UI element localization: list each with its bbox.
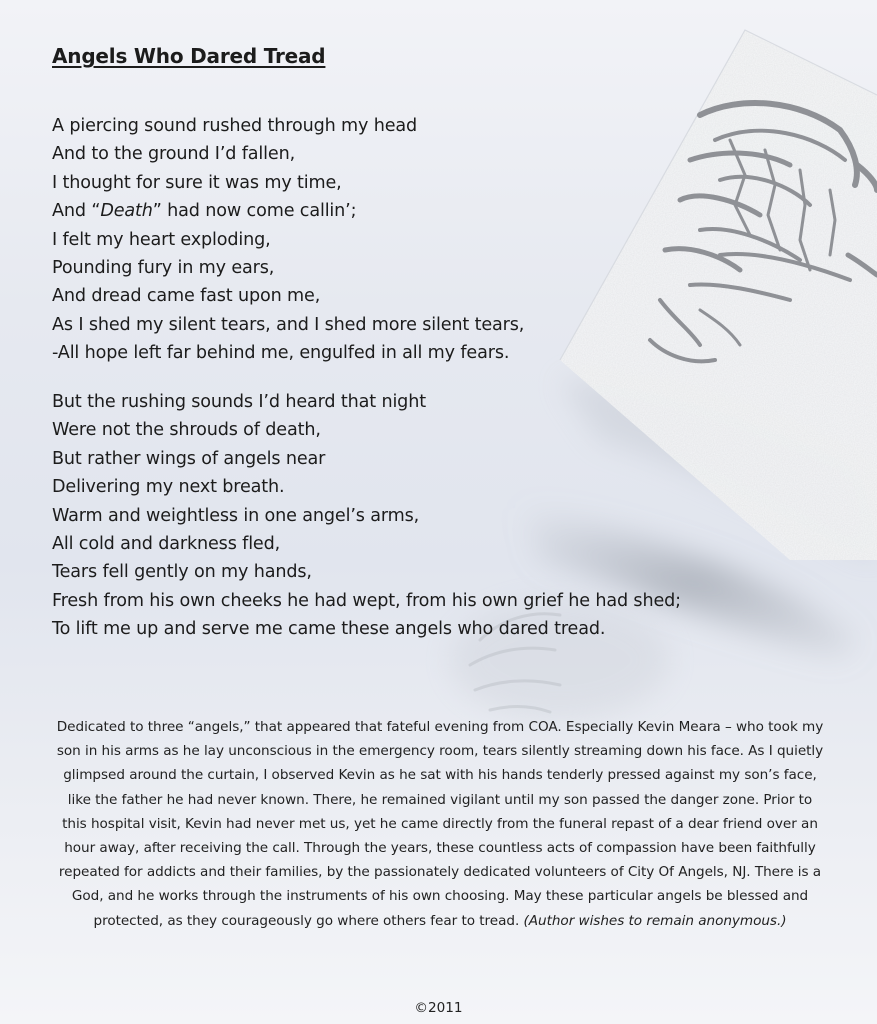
dedication-paragraph [56,715,824,933]
poem-line: I thought for sure it was my time, [52,172,342,193]
poem-line: Warm and weightless in one angel’s arms, [52,505,420,526]
poem-line: And dread came fast upon me, [52,286,321,307]
dedication-text: Dedicated to three “angels,” that appeared that fateful evening from COA. Especially Kevin Meara – who took my son in his arms as he lay unconscious in the emergency room, tears silently streaming down his face. As I quietly glimpsed around the curtain, I observed Kevin as he sat with his hands tenderly pressed against my son’s face, like the father he had never known. There, he remained vigilant until my son passed the danger zone. Prior to this hospital visit, Kevin had never met us, yet he came directly from the funeral repast of a dear friend over an hour away, after receiving the call. Through the years, these countless acts of compassion have been faithfully repeated for addicts and their families, by the passionately dedicated volunteers of City Of Angels, NJ. There is a God, and he works through the instruments of his own choosing. May these particular angels be blessed and protected, as they courageously go where others fear to tread. [56,719,824,929]
poem-line: -All hope left far behind me, engulfed in all my fears. [52,343,510,364]
poem-line: Pounding fury in my ears, [52,258,275,279]
poem-title: Angels Who Dared Tread [52,44,326,68]
poem-line: I felt my heart exploding, [52,229,271,250]
poem-line: But the rushing sounds I’d heard that night [52,392,426,412]
emphasis-death: Death [100,201,153,222]
author-note: (Author wishes to remain anonymous.) [523,912,787,929]
poem-line: And “Death” had now come callin’; [52,201,357,222]
poem-line: A piercing sound rushed through my head [52,116,418,136]
copyright-notice: ©2011 [414,1000,463,1016]
poem-line: All cold and darkness fled, [52,534,281,555]
poem-line: Delivering my next breath. [52,477,285,498]
poem-line: Tears fell gently on my hands, [52,562,312,583]
poem-line: Fresh from his own cheeks he had wept, from his own grief he had shed; [52,590,681,611]
stanza-one [52,112,524,368]
poem-line: But rather wings of angels near [52,448,326,469]
poem-line: Were not the shrouds of death, [52,420,321,441]
stanza-two [52,388,681,644]
poem-line: To lift me up and serve me came these angels who dared tread. [52,619,606,640]
poem-line: And to the ground I’d fallen, [52,144,296,165]
poem-line: As I shed my silent tears, and I shed more silent tears, [52,314,525,335]
